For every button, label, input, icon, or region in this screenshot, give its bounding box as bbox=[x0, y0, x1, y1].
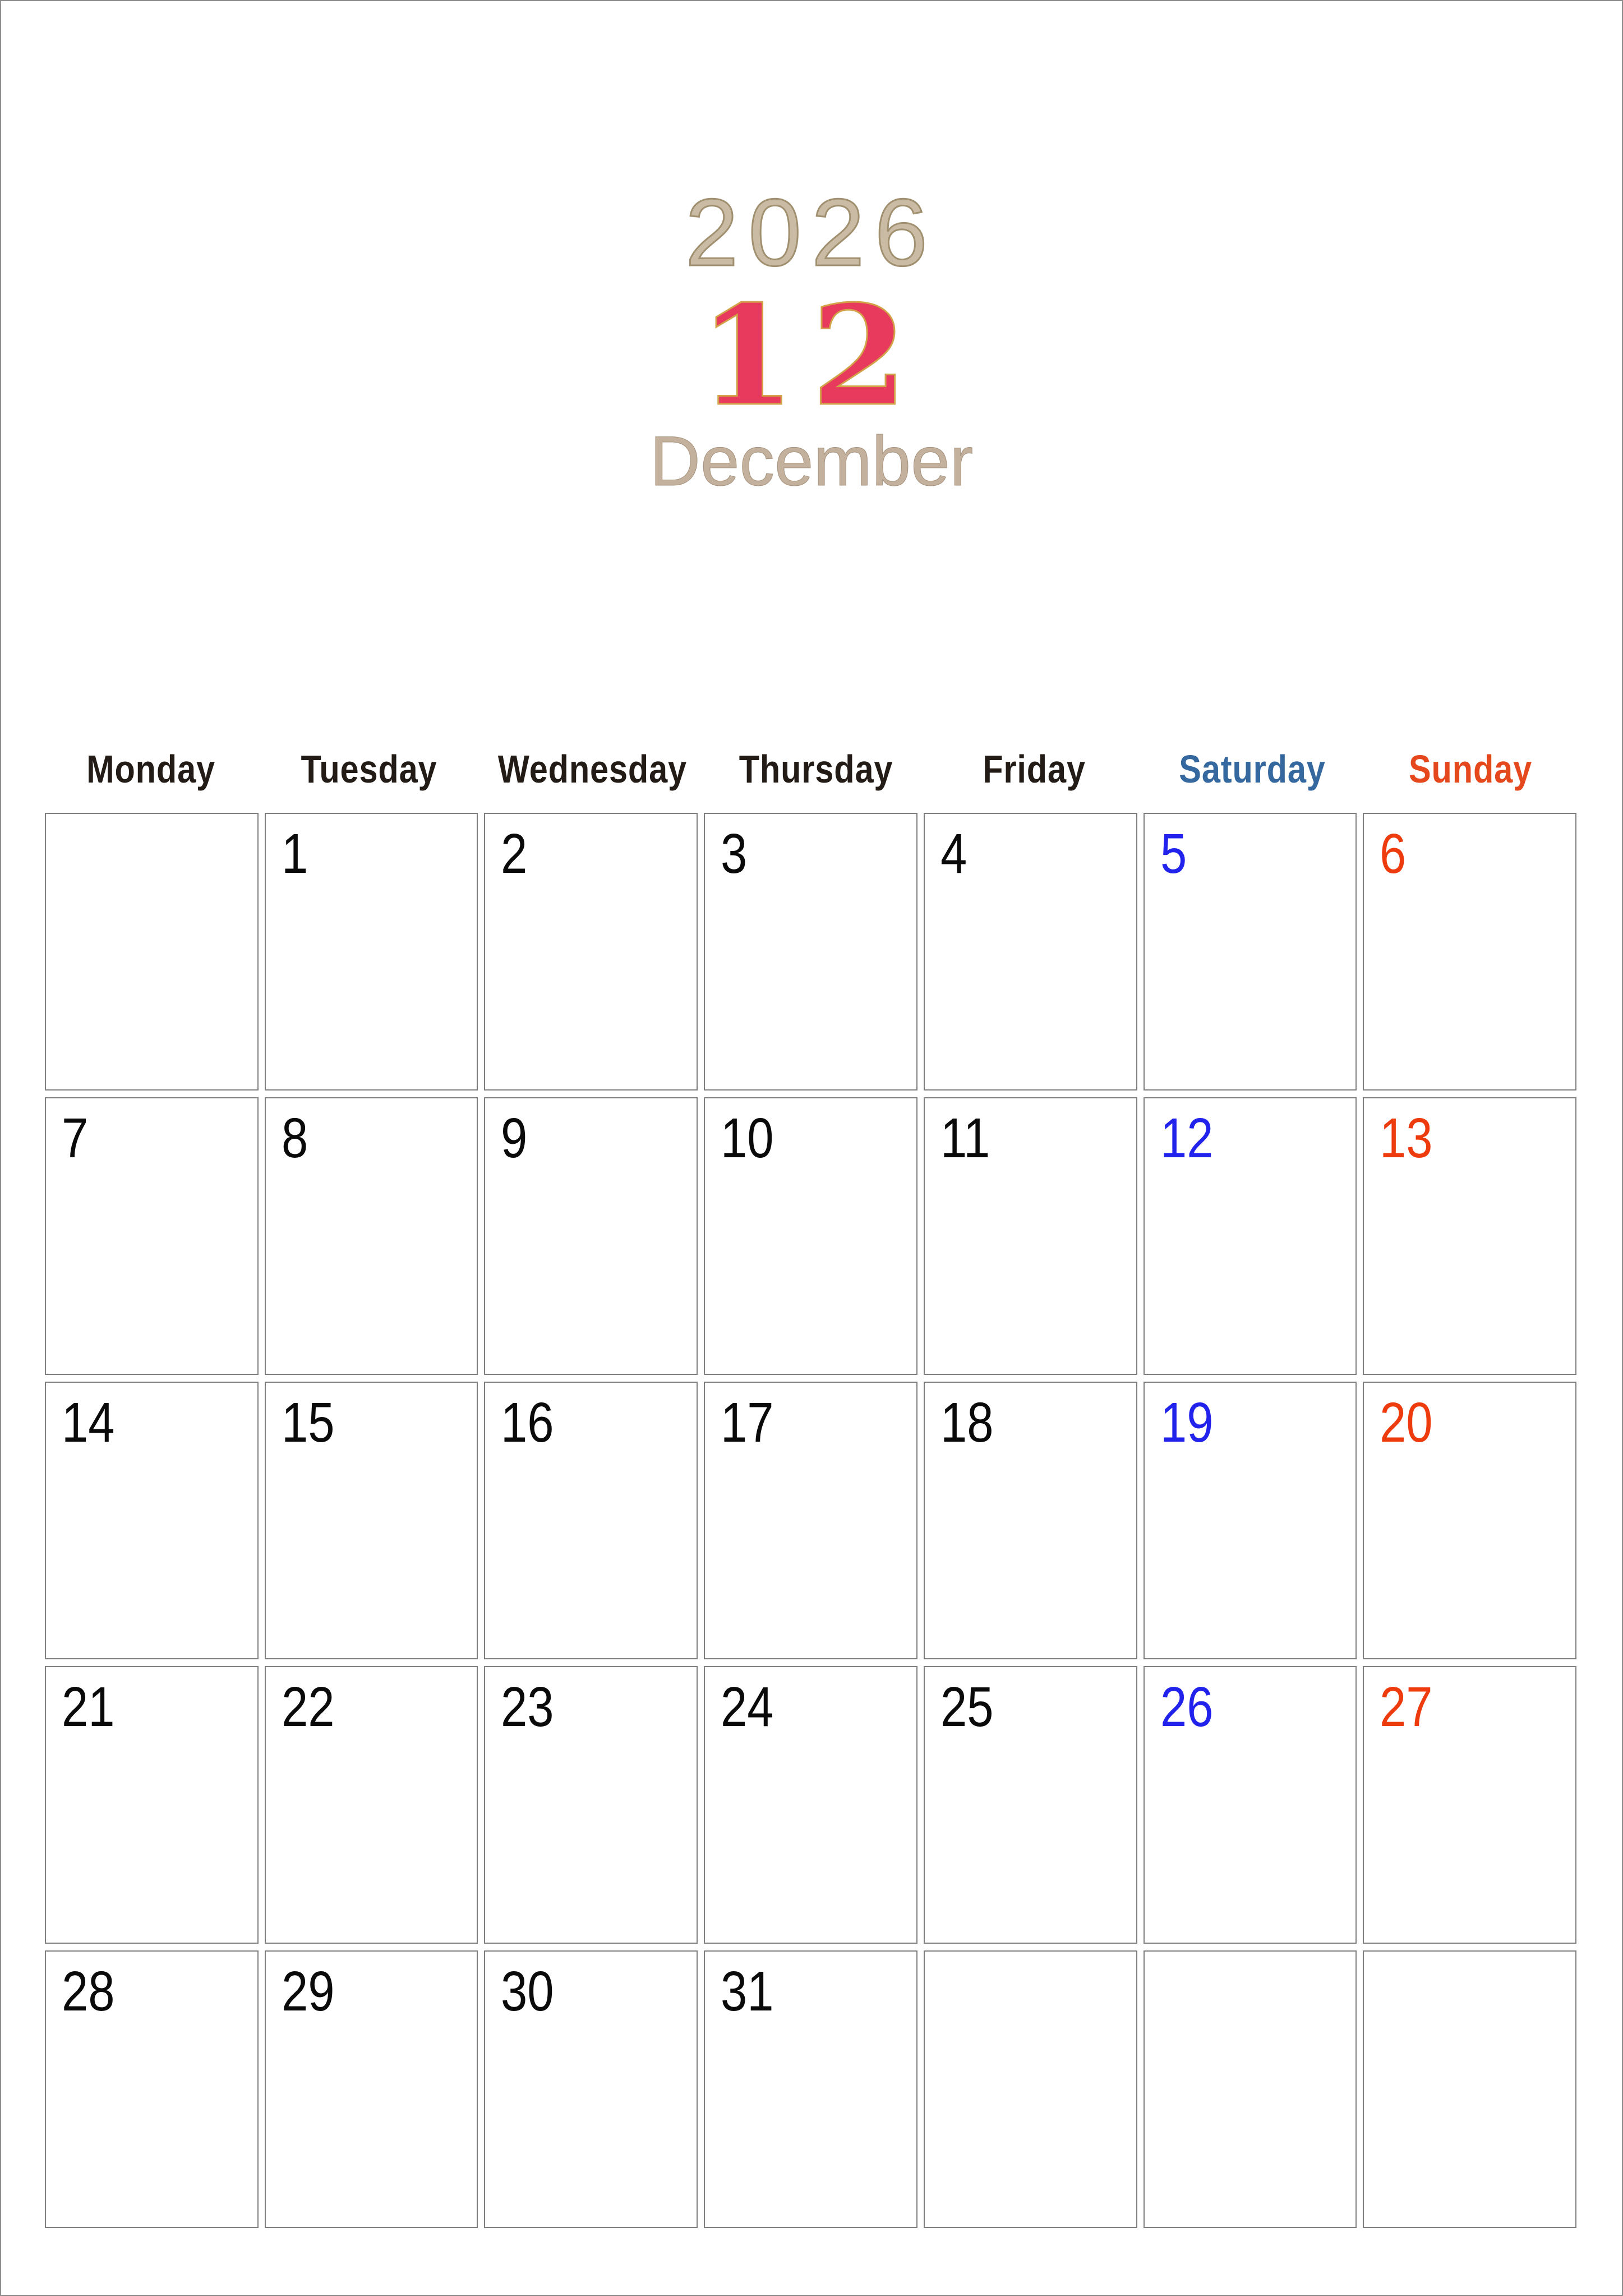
weekday-header-sunday: Sunday bbox=[1408, 747, 1532, 791]
day-number: 6 bbox=[1380, 822, 1407, 885]
calendar-cell-day-18 bbox=[924, 1382, 1137, 1659]
day-number: 24 bbox=[721, 1676, 774, 1738]
day-number: 14 bbox=[62, 1391, 115, 1454]
day-number: 4 bbox=[940, 822, 967, 885]
weekday-header-tuesday: Tuesday bbox=[301, 747, 437, 791]
calendar-cell-day-7 bbox=[45, 1097, 259, 1375]
day-number: 26 bbox=[1160, 1676, 1214, 1738]
calendar-cell-empty bbox=[1144, 1950, 1357, 2228]
calendar-cell-day-9 bbox=[484, 1097, 698, 1375]
calendar-cell-day-3 bbox=[704, 813, 917, 1091]
calendar-cell-day-4 bbox=[924, 813, 1137, 1091]
day-number: 3 bbox=[721, 822, 748, 885]
day-number: 23 bbox=[501, 1676, 554, 1738]
weekday-header-thursday: Thursday bbox=[739, 747, 893, 791]
calendar-cell-day-14 bbox=[45, 1382, 259, 1659]
day-number: 16 bbox=[501, 1391, 554, 1454]
day-number: 8 bbox=[281, 1107, 308, 1170]
weekday-header-wednesday: Wednesday bbox=[497, 747, 688, 791]
day-number: 7 bbox=[62, 1107, 89, 1170]
day-number: 17 bbox=[721, 1391, 774, 1454]
calendar-cell-day-27 bbox=[1363, 1666, 1576, 1944]
weekday-header-monday: Monday bbox=[86, 747, 215, 791]
calendar-cell-day-29 bbox=[265, 1950, 478, 2228]
day-number: 28 bbox=[62, 1960, 115, 2023]
day-number: 5 bbox=[1160, 822, 1187, 885]
calendar-cell-empty bbox=[45, 813, 259, 1091]
day-number: 27 bbox=[1380, 1676, 1433, 1738]
calendar-cell-day-25 bbox=[924, 1666, 1137, 1944]
year-title: 2026 bbox=[685, 180, 938, 286]
calendar-cell-day-23 bbox=[484, 1666, 698, 1944]
day-number: 29 bbox=[281, 1960, 335, 2023]
day-number: 9 bbox=[501, 1107, 528, 1170]
calendar-cell-day-13 bbox=[1363, 1097, 1576, 1375]
day-number: 20 bbox=[1380, 1391, 1433, 1454]
calendar-cell-empty bbox=[924, 1950, 1137, 2228]
calendar-cell-empty bbox=[1363, 1950, 1576, 2228]
day-number: 25 bbox=[940, 1676, 994, 1738]
day-number: 10 bbox=[721, 1107, 774, 1170]
weekday-header-saturday: Saturday bbox=[1179, 747, 1326, 791]
calendar-cell-day-8 bbox=[265, 1097, 478, 1375]
day-number: 18 bbox=[940, 1391, 994, 1454]
day-number: 30 bbox=[501, 1960, 554, 2023]
weekday-header-friday: Friday bbox=[983, 747, 1086, 791]
calendar-cell-day-26 bbox=[1144, 1666, 1357, 1944]
calendar-cell-day-2 bbox=[484, 813, 698, 1091]
day-number: 1 bbox=[281, 822, 308, 885]
calendar-cell-day-30 bbox=[484, 1950, 698, 2228]
calendar-grid bbox=[45, 813, 1576, 2228]
day-number: 19 bbox=[1160, 1391, 1214, 1454]
month-name: December bbox=[649, 422, 974, 500]
calendar-cell-day-12 bbox=[1144, 1097, 1357, 1375]
day-number: 13 bbox=[1380, 1107, 1433, 1170]
calendar-cell-day-16 bbox=[484, 1382, 698, 1659]
month-number: 12 bbox=[699, 275, 924, 436]
calendar-cell-day-5 bbox=[1144, 813, 1357, 1091]
day-number: 2 bbox=[501, 822, 528, 885]
calendar-cell-day-1 bbox=[265, 813, 478, 1091]
calendar-cell-day-17 bbox=[704, 1382, 917, 1659]
calendar-cell-day-21 bbox=[45, 1666, 259, 1944]
day-number: 31 bbox=[721, 1960, 774, 2023]
calendar-cell-day-6 bbox=[1363, 813, 1576, 1091]
calendar-cell-day-19 bbox=[1144, 1382, 1357, 1659]
day-number: 15 bbox=[281, 1391, 335, 1454]
calendar-cell-day-24 bbox=[704, 1666, 917, 1944]
calendar-cell-day-31 bbox=[704, 1950, 917, 2228]
calendar-cell-day-22 bbox=[265, 1666, 478, 1944]
day-number: 22 bbox=[281, 1676, 335, 1738]
calendar-cell-day-20 bbox=[1363, 1382, 1576, 1659]
calendar-cell-day-15 bbox=[265, 1382, 478, 1659]
calendar-cell-day-11 bbox=[924, 1097, 1137, 1375]
day-number: 11 bbox=[940, 1107, 990, 1170]
calendar-cell-day-28 bbox=[45, 1950, 259, 2228]
calendar-cell-day-10 bbox=[704, 1097, 917, 1375]
weekday-header-row bbox=[45, 749, 1576, 789]
day-number: 12 bbox=[1160, 1107, 1214, 1170]
day-number: 21 bbox=[62, 1676, 115, 1738]
